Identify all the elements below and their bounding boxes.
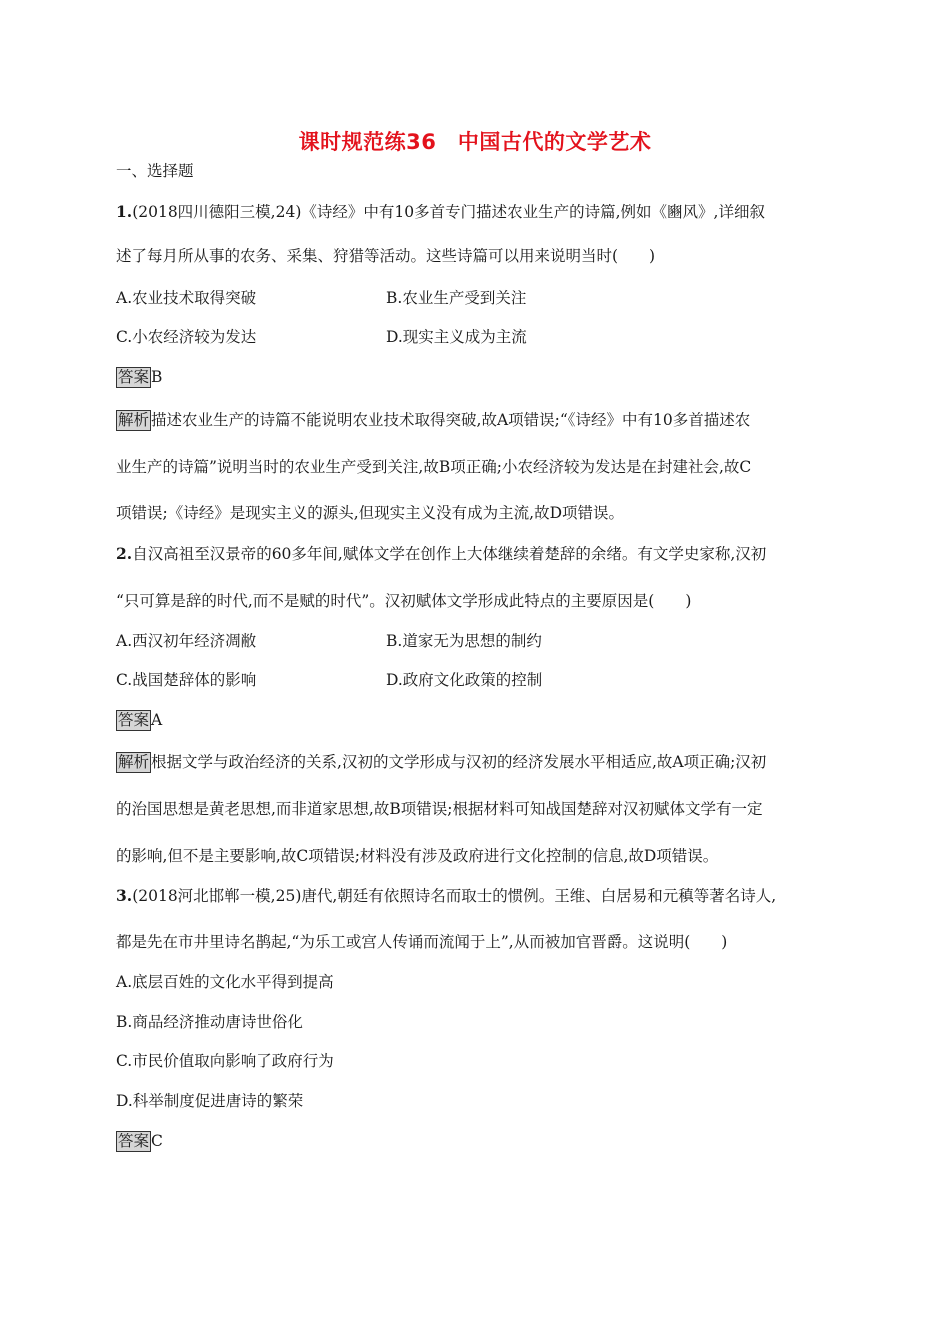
q3-number: 3.	[116, 886, 133, 905]
q3-answer	[116, 1130, 163, 1152]
q1-stem-text1: (2018四川德阳三模,24)《诗经》中有10多首专门描述农业生产的诗篇,例如《豳风》,详细叙	[132, 203, 765, 221]
q2-stem-line2: “只可算是辞的时代,而不是赋的时代”。汉初赋体文学形成此特点的主要原因是( )	[116, 592, 692, 610]
q1-number: 1.	[116, 202, 133, 221]
q2-answer	[116, 709, 162, 731]
q2-option-a: A.西汉初年经济凋敝	[116, 632, 257, 650]
q3-stem-text1: (2018河北邯郸一模,25)唐代,朝廷有依照诗名而取士的惯例。王维、白居易和元稹等著名诗人,	[132, 887, 777, 905]
q1-analysis-line1	[116, 409, 750, 431]
analysis-tag: 解析	[118, 753, 150, 771]
answer-tag: 答案	[118, 1132, 150, 1150]
q2-option-d: D.政府文化政策的控制	[386, 671, 543, 689]
q2-option-c: C.战国楚辞体的影响	[116, 671, 257, 689]
answer-tag: 答案	[118, 711, 150, 729]
q3-option-a: A.底层百姓的文化水平得到提高	[116, 973, 334, 991]
q1-answer-value: B	[151, 368, 163, 386]
answer-tag: 答案	[118, 368, 150, 386]
q3-answer-value: C	[151, 1132, 163, 1150]
q3-stem-line1	[116, 885, 776, 907]
q3-stem-line2: 都是先在市井里诗名鹊起,“为乐工或宫人传诵而流闻于上”,从而被加官晋爵。这说明( )	[116, 933, 728, 951]
q2-analysis-text1: 根据文学与政治经济的关系,汉初的文学形成与汉初的经济发展水平相适应,故A项正确;汉初	[151, 753, 767, 771]
q2-answer-value: A	[151, 711, 163, 729]
q1-analysis-line2: 业生产的诗篇”说明当时的农业生产受到关注,故B项正确;小农经济较为发达是在封建社会,故C	[116, 458, 752, 476]
q2-stem-text1: 自汉高祖至汉景帝的60多年间,赋体文学在创作上大体继续着楚辞的余绪。有文学史家称,汉初	[132, 545, 767, 563]
q2-number: 2.	[116, 544, 133, 563]
q1-stem-line1	[116, 201, 765, 223]
q2-analysis-line3: 的影响,但不是主要影响,故C项错误;材料没有涉及政府进行文化控制的信息,故D项错误。	[116, 847, 719, 865]
q1-option-a: A.农业技术取得突破	[116, 289, 257, 307]
analysis-tag: 解析	[118, 411, 150, 429]
q1-analysis-line3: 项错误;《诗经》是现实主义的源头,但现实主义没有成为主流,故D项错误。	[116, 504, 625, 522]
q2-analysis-line1	[116, 751, 766, 773]
page-title: 课时规范练36 中国古代的文学艺术	[298, 130, 652, 154]
q3-option-b: B.商品经济推动唐诗世俗化	[116, 1013, 303, 1031]
q1-option-c: C.小农经济较为发达	[116, 328, 257, 346]
q2-option-b: B.道家无为思想的制约	[386, 632, 542, 650]
q1-analysis-text1: 描述农业生产的诗篇不能说明农业技术取得突破,故A项错误;“《诗经》中有10多首描述农	[151, 411, 751, 429]
q3-option-d: D.科举制度促进唐诗的繁荣	[116, 1092, 304, 1110]
q2-analysis-line2: 的治国思想是黄老思想,而非道家思想,故B项错误;根据材料可知战国楚辞对汉初赋体文学有一定	[116, 800, 763, 818]
q2-stem-line1	[116, 543, 766, 565]
q1-stem-line2: 述了每月所从事的农务、采集、狩猎等活动。这些诗篇可以用来说明当时( )	[116, 247, 656, 265]
q1-option-b: B.农业生产受到关注	[386, 289, 527, 307]
q1-answer	[116, 366, 162, 388]
section-heading: 一、选择题	[116, 162, 194, 180]
q1-option-d: D.现实主义成为主流	[386, 328, 527, 346]
q3-option-c: C.市民价值取向影响了政府行为	[116, 1052, 334, 1070]
